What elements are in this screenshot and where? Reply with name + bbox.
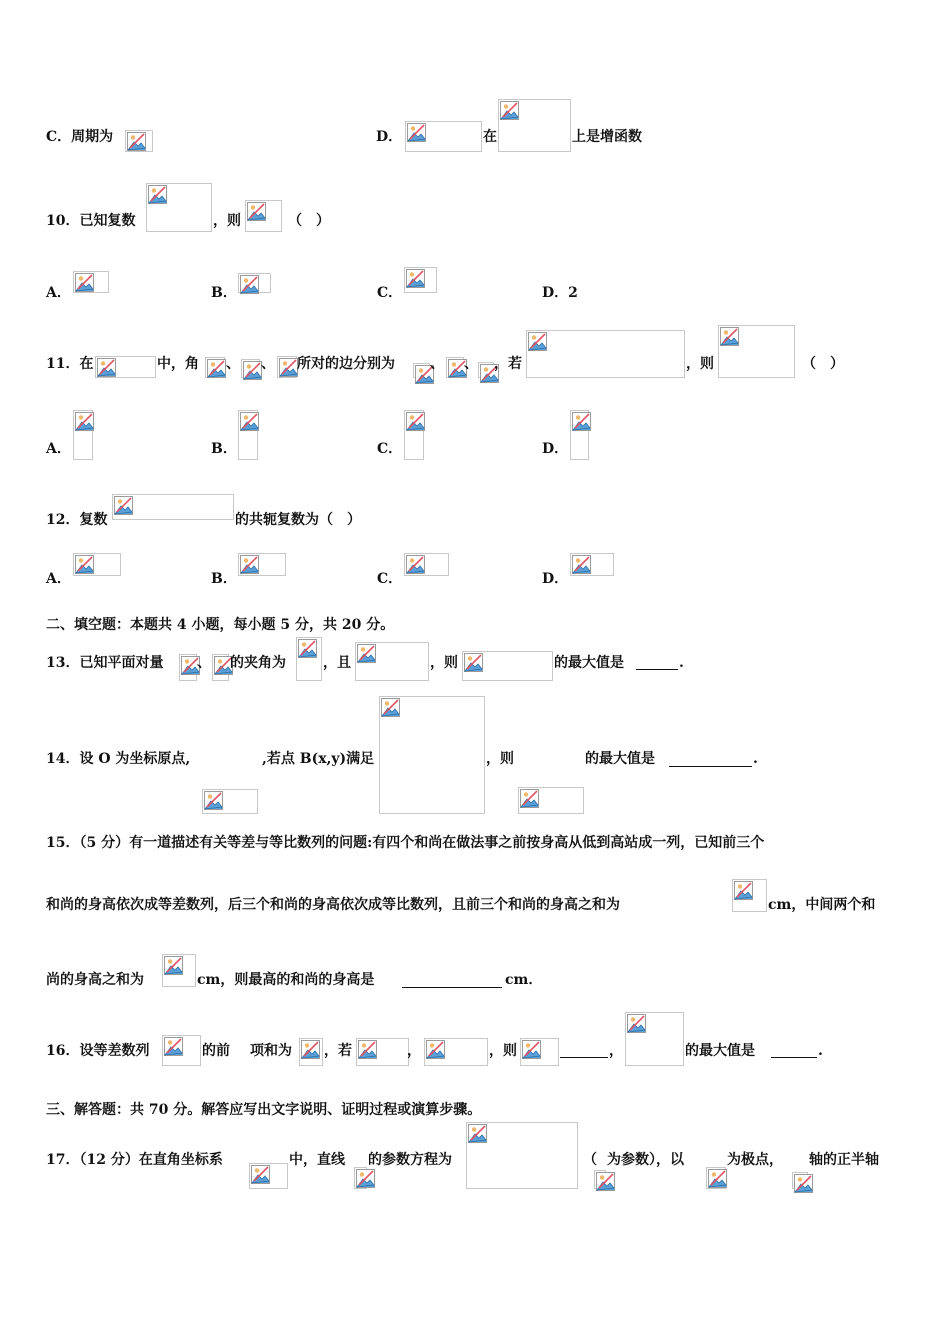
q11-stem: 11．在 <box>46 356 94 372</box>
formula-image <box>356 1038 409 1066</box>
formula-image <box>404 553 449 576</box>
formula-image <box>95 356 156 378</box>
formula-image <box>466 1122 578 1189</box>
broken-image-icon <box>114 496 133 515</box>
formula-image <box>179 654 197 681</box>
q12-option-a-label: A． <box>46 571 71 587</box>
q10-stem: 10．已知复数 <box>46 213 136 229</box>
q9-option-c-label: C．周期为 <box>46 129 114 145</box>
formula-image <box>73 410 93 460</box>
broken-image-icon <box>240 555 259 574</box>
broken-image-icon <box>75 412 94 431</box>
section-heading: 二、填空题：本题共 4 小题，每小题 5 分，共 20 分。 <box>46 617 395 633</box>
formula-image <box>404 267 437 293</box>
formula-image <box>277 356 297 378</box>
q16-stem: 的前 <box>202 1043 230 1059</box>
broken-image-icon <box>464 653 483 672</box>
formula-image <box>354 1167 367 1189</box>
formula-image <box>355 642 429 681</box>
broken-image-icon <box>381 698 400 717</box>
formula-image <box>732 879 767 912</box>
q13-stem: 的夹角为 <box>230 655 286 671</box>
q13-end: . <box>679 655 684 671</box>
q13-sep: 、 <box>197 655 211 671</box>
q15-line: 尚的身高之和为 <box>46 972 144 988</box>
broken-image-icon <box>468 1124 487 1143</box>
broken-image-icon <box>301 1040 320 1059</box>
broken-image-icon <box>572 412 591 431</box>
answer-blank <box>771 1057 817 1058</box>
q16-stem: ，则 <box>489 1043 517 1059</box>
q11-stem: 所对的边分别为 <box>297 356 395 372</box>
formula-image <box>245 200 282 232</box>
formula-image <box>249 1163 288 1189</box>
broken-image-icon <box>356 1169 375 1188</box>
q11-stem: ，若 <box>494 356 522 372</box>
broken-image-icon <box>164 1037 183 1056</box>
broken-image-icon <box>148 185 167 204</box>
formula-image <box>413 363 430 378</box>
formula-image <box>526 330 685 378</box>
formula-image <box>518 787 584 814</box>
answer-blank <box>560 1057 608 1058</box>
q17-stem: 中，直线 <box>289 1152 345 1168</box>
q12-option-d-label: D． <box>542 571 569 587</box>
formula-image <box>238 273 271 293</box>
broken-image-icon <box>358 1040 377 1059</box>
formula-image <box>162 1035 201 1066</box>
q12-stem: 12．复数 <box>46 512 108 528</box>
broken-image-icon <box>75 555 94 574</box>
formula-image <box>462 651 553 681</box>
q14-stem: ,若点 B(x,y)满足 <box>262 751 375 767</box>
broken-image-icon <box>243 361 262 380</box>
q11-sep: 、 <box>464 356 478 372</box>
q11-sep: 、 <box>261 356 275 372</box>
formula-image <box>570 410 589 460</box>
formula-image <box>162 954 196 987</box>
broken-image-icon <box>251 1165 270 1184</box>
q16-comma: ， <box>407 1043 421 1059</box>
formula-image <box>73 271 109 293</box>
broken-image-icon <box>720 327 739 346</box>
formula-image <box>299 1038 323 1066</box>
broken-image-icon <box>708 1169 727 1188</box>
broken-image-icon <box>240 412 259 431</box>
q13-stem: 13．已知平面对量 <box>46 655 164 671</box>
q12-option-b-label: B． <box>211 571 237 587</box>
formula-image <box>146 183 212 232</box>
q17-stem: 的参数方程为 <box>368 1152 452 1168</box>
broken-image-icon <box>528 332 547 351</box>
q13-stem: ，则 <box>430 655 458 671</box>
broken-image-icon <box>627 1014 646 1033</box>
broken-image-icon <box>406 269 425 288</box>
broken-image-icon <box>164 956 183 975</box>
formula-image <box>718 325 795 378</box>
q13-stem: 的最大值是 <box>554 655 624 671</box>
formula-image <box>202 789 258 814</box>
q10-option-d: D．2 <box>542 285 578 301</box>
q13-stem: ，且 <box>323 655 351 671</box>
q10-paren: （ ） <box>288 213 330 229</box>
q16-stem: 项和为 <box>250 1043 292 1059</box>
q9-option-d-label: D． <box>376 129 403 145</box>
q11-paren: （ ） <box>802 356 844 372</box>
formula-image <box>112 494 234 520</box>
q17-stem: 17．（12 分）在直角坐标系 <box>46 1152 223 1168</box>
formula-image <box>520 1038 559 1066</box>
formula-image <box>125 130 153 152</box>
formula-image <box>241 359 260 378</box>
q10-option-a-label: A． <box>46 285 71 301</box>
broken-image-icon <box>522 1040 541 1059</box>
q16-stem: ，若 <box>324 1043 352 1059</box>
broken-image-icon <box>794 1174 813 1193</box>
formula-image <box>498 99 571 152</box>
q16-stem: 的最大值是 <box>685 1043 755 1059</box>
answer-blank <box>669 766 752 767</box>
formula-image <box>446 357 464 378</box>
broken-image-icon <box>500 101 519 120</box>
q15-line: cm，中间两个和 <box>768 897 876 913</box>
answer-blank <box>636 669 678 670</box>
broken-image-icon <box>75 273 94 292</box>
broken-image-icon <box>207 359 226 378</box>
q17-stem: 为极点， <box>727 1152 783 1168</box>
broken-image-icon <box>97 358 116 377</box>
q11-sep: 、 <box>226 356 240 372</box>
q11-option-d-label: D． <box>542 441 569 457</box>
broken-image-icon <box>240 275 259 294</box>
q9-text: 上是增函数 <box>572 129 642 145</box>
q11-option-b-label: B． <box>211 441 237 457</box>
q14-stem: ，则 <box>486 751 514 767</box>
q11-stem: ，则 <box>686 356 714 372</box>
formula-image <box>238 410 258 460</box>
broken-image-icon <box>520 789 539 808</box>
broken-image-icon <box>407 123 426 142</box>
q17-stem: 为参数），以 <box>607 1152 684 1168</box>
formula-image <box>706 1167 726 1189</box>
section-heading: 三、解答题：共 70 分。解答应写出文字说明、证明过程或演算步骤。 <box>46 1102 482 1118</box>
q15-line: 15．（5 分）有一道描述有关等差与等比数列的问题:有四个和尚在做法事之前按身高从低到高站成一列，已知前三个 <box>46 835 765 851</box>
q17-stem: 轴的正半轴 <box>809 1152 879 1168</box>
formula-image <box>792 1172 808 1189</box>
q14-end: . <box>753 751 758 767</box>
formula-image <box>570 553 614 576</box>
q12-option-c-label: C． <box>377 571 403 587</box>
formula-image <box>238 553 286 576</box>
formula-image <box>478 362 494 378</box>
broken-image-icon <box>596 1172 615 1191</box>
q15-line: cm，则最高的和尚的身高是 <box>197 972 375 988</box>
broken-image-icon <box>247 202 266 221</box>
q16-stem: 16．设等差数列 <box>46 1043 150 1059</box>
formula-image <box>405 121 482 152</box>
q10-option-b-label: B． <box>211 285 237 301</box>
q12-stem: 的共轭复数为（ ） <box>235 512 361 528</box>
broken-image-icon <box>298 639 317 658</box>
q11-option-a-label: A． <box>46 441 71 457</box>
q14-stem: 的最大值是 <box>585 751 655 767</box>
broken-image-icon <box>426 1040 445 1059</box>
q14-stem: 14．设 O 为坐标原点, <box>46 751 191 767</box>
q10-stem: ，则 <box>213 213 241 229</box>
broken-image-icon <box>734 881 753 900</box>
q17-stem: （ <box>583 1152 597 1168</box>
q15-line: 和尚的身高依次成等差数列，后三个和尚的身高依次成等比数列，且前三个和尚的身高之和为 <box>46 897 620 913</box>
q16-comma: ， <box>609 1043 623 1059</box>
broken-image-icon <box>357 644 376 663</box>
q11-stem: 中，角 <box>157 356 199 372</box>
q15-line: cm． <box>505 972 543 988</box>
formula-image <box>424 1038 488 1066</box>
broken-image-icon <box>204 791 223 810</box>
formula-image <box>625 1012 684 1066</box>
broken-image-icon <box>406 555 425 574</box>
formula-image <box>594 1170 606 1189</box>
broken-image-icon <box>279 358 298 377</box>
q11-option-c-label: C． <box>377 441 403 457</box>
broken-image-icon <box>572 555 591 574</box>
answer-blank <box>402 987 502 988</box>
q16-end: . <box>818 1043 823 1059</box>
q10-option-c-label: C． <box>377 285 403 301</box>
formula-image <box>73 553 121 576</box>
formula-image <box>379 696 485 814</box>
q11-sep: 、 <box>430 356 444 372</box>
formula-image <box>296 637 322 681</box>
q9-text: 在 <box>483 129 497 145</box>
broken-image-icon <box>127 132 146 151</box>
formula-image <box>212 654 229 681</box>
broken-image-icon <box>406 412 425 431</box>
formula-image <box>404 410 424 460</box>
formula-image <box>205 357 225 378</box>
